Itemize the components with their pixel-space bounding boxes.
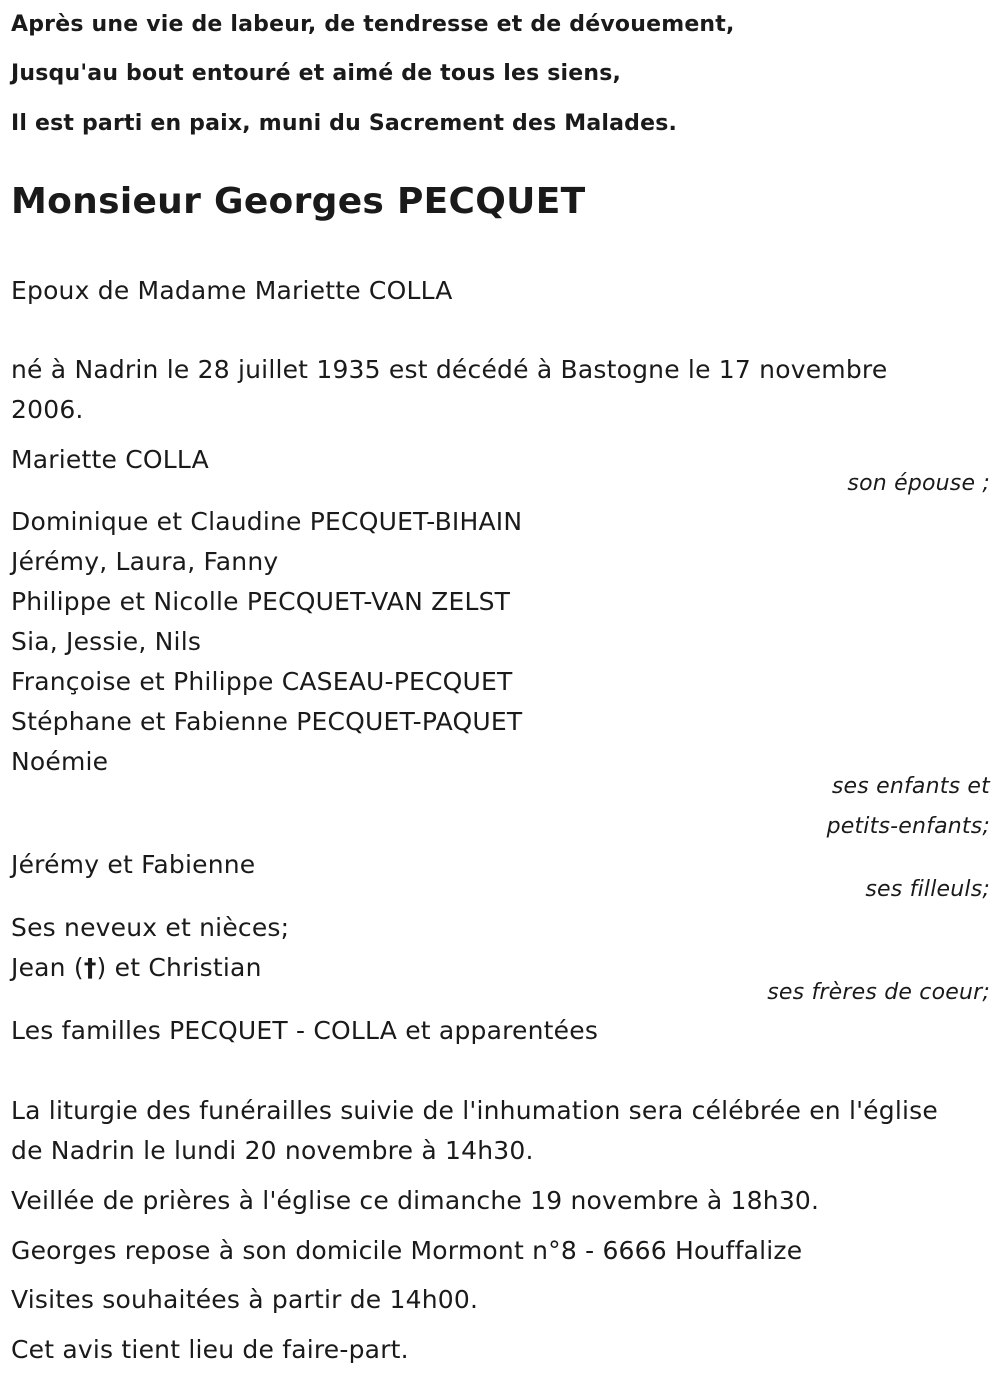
rest-line: Georges repose à son domicile Mormont n°8 - 6666 Houffalize xyxy=(11,1236,803,1265)
spouse-name: Mariette COLLA xyxy=(11,445,209,474)
liturgy-line-1: La liturgie des funérailles suivie de l'inhumation sera célébrée en l'église xyxy=(11,1096,938,1125)
birth-death-line-2: 2006. xyxy=(11,395,84,424)
spouse-line: Epoux de Madame Mariette COLLA xyxy=(11,276,453,305)
spouse-role: son épouse ; xyxy=(847,471,990,496)
deceased-name: Monsieur Georges PECQUET xyxy=(11,181,586,222)
intro-line-3: Il est parti en paix, muni du Sacrement des Malades. xyxy=(11,111,678,136)
brothers-name xyxy=(11,953,262,982)
godchildren-role: ses filleuls; xyxy=(865,877,990,902)
brothers-role: ses frères de coeur; xyxy=(767,980,990,1005)
cross-icon: † xyxy=(83,953,97,982)
child-line: Françoise et Philippe CASEAU-PECQUET xyxy=(11,667,513,696)
intro-line-2: Jusqu'au bout entouré et aimé de tous les siens, xyxy=(11,61,622,86)
child-line: Jérémy, Laura, Fanny xyxy=(11,547,279,576)
children-role-line-2: petits-enfants; xyxy=(826,814,990,839)
godchildren-name: Jérémy et Fabienne xyxy=(11,850,256,879)
brothers-name-before: Jean ( xyxy=(11,953,84,982)
child-line: Stéphane et Fabienne PECQUET-PAQUET xyxy=(11,707,523,736)
vigil-line: Veillée de prières à l'église ce dimanche 19 novembre à 18h30. xyxy=(11,1186,820,1215)
children-role-line-1: ses enfants et xyxy=(831,774,990,799)
brothers-name-after: ) et Christian xyxy=(96,953,262,982)
liturgy-line-2: de Nadrin le lundi 20 novembre à 14h30. xyxy=(11,1136,534,1165)
intro-line-1: Après une vie de labeur, de tendresse et de dévouement, xyxy=(11,12,735,37)
families-line: Les familles PECQUET - COLLA et apparentées xyxy=(11,1016,599,1045)
child-line: Philippe et Nicolle PECQUET-VAN ZELST xyxy=(11,587,511,616)
visits-line: Visites souhaitées à partir de 14h00. xyxy=(11,1285,479,1314)
child-line: Sia, Jessie, Nils xyxy=(11,627,202,656)
notice-line: Cet avis tient lieu de faire-part. xyxy=(11,1335,409,1364)
birth-death-line-1: né à Nadrin le 28 juillet 1935 est décédé à Bastogne le 17 novembre xyxy=(11,355,888,384)
child-line: Noémie xyxy=(11,747,109,776)
nephews-line: Ses neveux et nièces; xyxy=(11,913,290,942)
child-line: Dominique et Claudine PECQUET-BIHAIN xyxy=(11,507,523,536)
